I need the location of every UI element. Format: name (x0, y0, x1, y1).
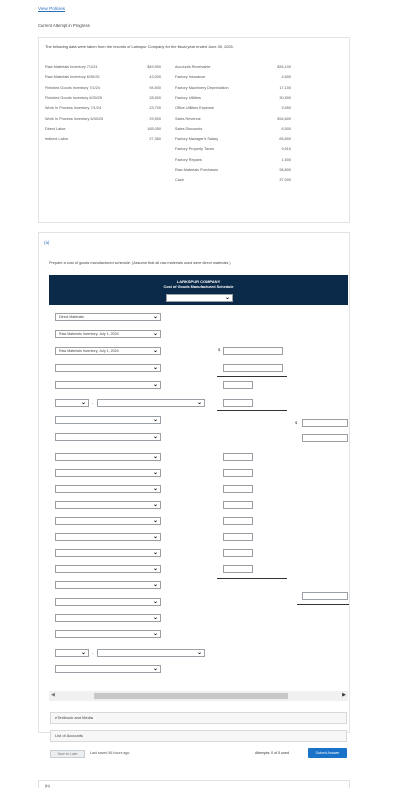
amount-input[interactable] (223, 364, 283, 372)
data-row-value: 29,500 (149, 116, 161, 121)
amount-input[interactable] (223, 485, 253, 493)
data-row-value: 9,910 (281, 147, 291, 152)
data-row-label: Sales Revenue (175, 116, 201, 121)
triangle-left-icon[interactable]: ◀ (51, 692, 55, 698)
account-select[interactable] (55, 416, 161, 424)
chevron-down-icon: ⌄ (152, 615, 158, 621)
chevron-down-icon: ⌄ (152, 434, 158, 440)
account-select[interactable] (55, 533, 161, 541)
amount-input[interactable] (223, 517, 253, 525)
chevron-down-icon: ⌄ (152, 454, 158, 460)
schedule-header (49, 275, 348, 305)
data-row-value: 9,550 (281, 106, 291, 111)
chevron-down-icon: ⌄ (152, 314, 158, 320)
minus-sign: - (92, 650, 94, 655)
account-select[interactable] (55, 501, 161, 509)
data-row-value: 28,500 (149, 95, 161, 100)
account-select[interactable] (55, 549, 161, 557)
chevron-down-icon: ⌄ (152, 666, 158, 672)
account-select[interactable] (55, 614, 161, 622)
part-a-card (38, 232, 350, 733)
chevron-down-icon: ⌄ (152, 566, 158, 572)
chevron-down-icon: ⌄ (152, 631, 158, 637)
data-row-label: Raw Materials Inventory 7/1/24 (45, 65, 98, 69)
chevron-down-icon: ⌄ (152, 534, 158, 540)
amount-input[interactable] (223, 453, 253, 461)
chevron-down-icon: ⌄ (196, 400, 202, 406)
account-select[interactable] (55, 330, 161, 338)
chevron-down-icon: ⌄ (152, 348, 158, 354)
account-select[interactable] (55, 433, 161, 441)
data-row-value: 37,000 (279, 178, 291, 183)
account-select-value: Raw Materials Inventory, July 1, 2024 (59, 332, 119, 336)
chevron-down-icon: ⌄ (152, 417, 158, 423)
view-policies-link[interactable]: View Policies (38, 6, 65, 11)
amount-input[interactable] (302, 419, 348, 427)
data-row-value: 65,800 (279, 137, 291, 142)
part-a-instruction: Prepare a cost of goods manufactured schedule. (Assume that all raw materials used were direct materials.) (49, 261, 231, 265)
operator-select[interactable] (55, 399, 89, 407)
data-row-label: Factory Utilities (175, 95, 201, 100)
data-row-label: Factory Repairs (175, 157, 202, 162)
data-card (38, 37, 350, 223)
amount-input[interactable] (223, 549, 253, 557)
dollar-sign: $ (218, 347, 221, 352)
account-select[interactable] (55, 453, 161, 461)
data-row-label: Factory Machinery Depreciation (175, 85, 229, 90)
data-row-label: Raw Materials Purchases (175, 168, 219, 172)
data-row-value: 98,800 (279, 168, 291, 172)
amount-input[interactable] (223, 399, 253, 407)
attempt-status: Current Attempt in Progress (38, 23, 90, 28)
data-row-label: Indirect Labor (45, 137, 69, 142)
minus-sign: - (92, 400, 94, 405)
account-select[interactable] (55, 598, 161, 606)
data-row-value: $49,900 (147, 65, 161, 69)
account-select[interactable] (55, 565, 161, 573)
total-underline (217, 410, 287, 411)
chevron-down-icon: ⌄ (80, 400, 86, 406)
company-name: LARKSPUR COMPANY (176, 279, 221, 284)
data-row-value: 30,500 (279, 95, 291, 100)
data-row-value: 554,600 (277, 116, 291, 121)
attempts-text: Attempts: 0 of 5 used (255, 751, 289, 755)
data-row-label: Cash (175, 178, 184, 183)
account-select[interactable] (55, 630, 161, 638)
data-row-value: 6,500 (281, 126, 291, 131)
data-row-value: 4,600 (281, 75, 291, 80)
chevron-down-icon: ⌄ (196, 650, 202, 656)
account-select-value: Raw Materials Inventory, July 1, 2024 (59, 349, 119, 353)
total-underline (217, 376, 287, 377)
account-select[interactable] (55, 364, 161, 372)
data-row-value: 1,500 (281, 157, 291, 162)
operator-select[interactable] (55, 649, 89, 657)
part-a-label: (a) (44, 240, 50, 245)
chevron-down-icon: ⌄ (152, 582, 158, 588)
total-underline (297, 604, 349, 605)
amount-input[interactable] (223, 533, 253, 541)
part-b-label: (b) (45, 783, 50, 788)
data-row-label: Office Utilities Expense (175, 106, 214, 111)
chevron-down-icon: ⌄ (152, 470, 158, 476)
data-row-value: $34,100 (277, 65, 291, 69)
data-row-label: Factory Property Taxes (175, 147, 214, 152)
amount-input[interactable] (223, 501, 253, 509)
chevron-down-icon: ⌄ (152, 599, 158, 605)
amount-input[interactable] (302, 592, 348, 600)
date-select[interactable] (166, 294, 233, 302)
list-of-accounts-link[interactable]: List of Accounts (50, 730, 347, 742)
data-row-label: Finished Goods Inventory 7/1/24 (45, 85, 100, 90)
account-select[interactable] (55, 581, 161, 589)
chevron-down-icon: ⌄ (224, 295, 230, 301)
data-row-value: 165,050 (147, 126, 161, 131)
account-select[interactable] (55, 469, 161, 477)
data-row-label: Factory Manager's Salary (175, 137, 219, 142)
horizontal-scrollbar[interactable] (49, 691, 348, 701)
chevron-down-icon: ⌄ (152, 518, 158, 524)
dollar-sign: $ (295, 420, 298, 425)
amount-input[interactable] (223, 469, 253, 477)
data-row-value: 17,100 (279, 85, 291, 90)
part-b-card (38, 780, 350, 788)
data-row-value: 94,500 (149, 85, 161, 90)
account-select-value: Direct Materials (59, 315, 84, 319)
data-row-label: Work In Process Inventory 6/30/25 (45, 116, 104, 121)
chevron-down-icon: ⌄ (152, 486, 158, 492)
account-select[interactable] (55, 517, 161, 525)
account-select[interactable] (97, 399, 205, 407)
save-for-later-button[interactable]: Save for Later (50, 750, 85, 758)
account-select[interactable] (55, 665, 161, 673)
data-row-label: Work In Process Inventory 7/1/24 (45, 106, 102, 111)
scrollbar-thumb[interactable] (94, 693, 288, 699)
data-row-label: Accounts Receivable (175, 65, 211, 69)
data-intro: The following data were taken from the records of Larkspur Company for the fiscal year ended June 30, 2025. (45, 44, 234, 49)
data-row-label: Sales Discounts (175, 126, 203, 131)
chevron-down-icon: ⌄ (80, 650, 86, 656)
data-row-value: 23,700 (149, 106, 161, 111)
data-row-value: 43,000 (149, 75, 161, 80)
account-select[interactable] (97, 649, 205, 657)
data-row-label: Raw Materials Inventory 6/30/25 (45, 75, 100, 80)
etextbook-link[interactable]: eTextbook and Media (50, 712, 347, 724)
account-select[interactable] (55, 313, 161, 321)
chevron-down-icon: ⌄ (152, 331, 158, 337)
amount-input[interactable] (223, 347, 283, 355)
account-select[interactable] (55, 485, 161, 493)
total-underline (217, 578, 287, 579)
submit-answer-button[interactable]: Submit Answer (308, 748, 347, 758)
amount-input[interactable] (223, 565, 253, 573)
last-saved-text: Last saved 56 hours ago. (90, 751, 131, 755)
data-row-label: Finished Goods Inventory 6/30/25 (45, 95, 102, 100)
chevron-down-icon: ⌄ (152, 365, 158, 371)
chevron-down-icon: ⌄ (152, 550, 158, 556)
amount-input[interactable] (223, 381, 253, 389)
account-select[interactable] (55, 347, 161, 355)
triangle-right-icon[interactable]: ▶ (342, 692, 346, 698)
chevron-down-icon: ⌄ (152, 382, 158, 388)
data-row-label: Direct Labor (45, 126, 66, 131)
schedule-title: Cost of Goods Manufactured Schedule (163, 285, 234, 289)
data-row-value: 27,360 (149, 137, 161, 142)
data-row-label: Factory Insurance (175, 75, 206, 80)
amount-input[interactable] (302, 434, 348, 442)
chevron-down-icon: ⌄ (152, 502, 158, 508)
account-select[interactable] (55, 381, 161, 389)
